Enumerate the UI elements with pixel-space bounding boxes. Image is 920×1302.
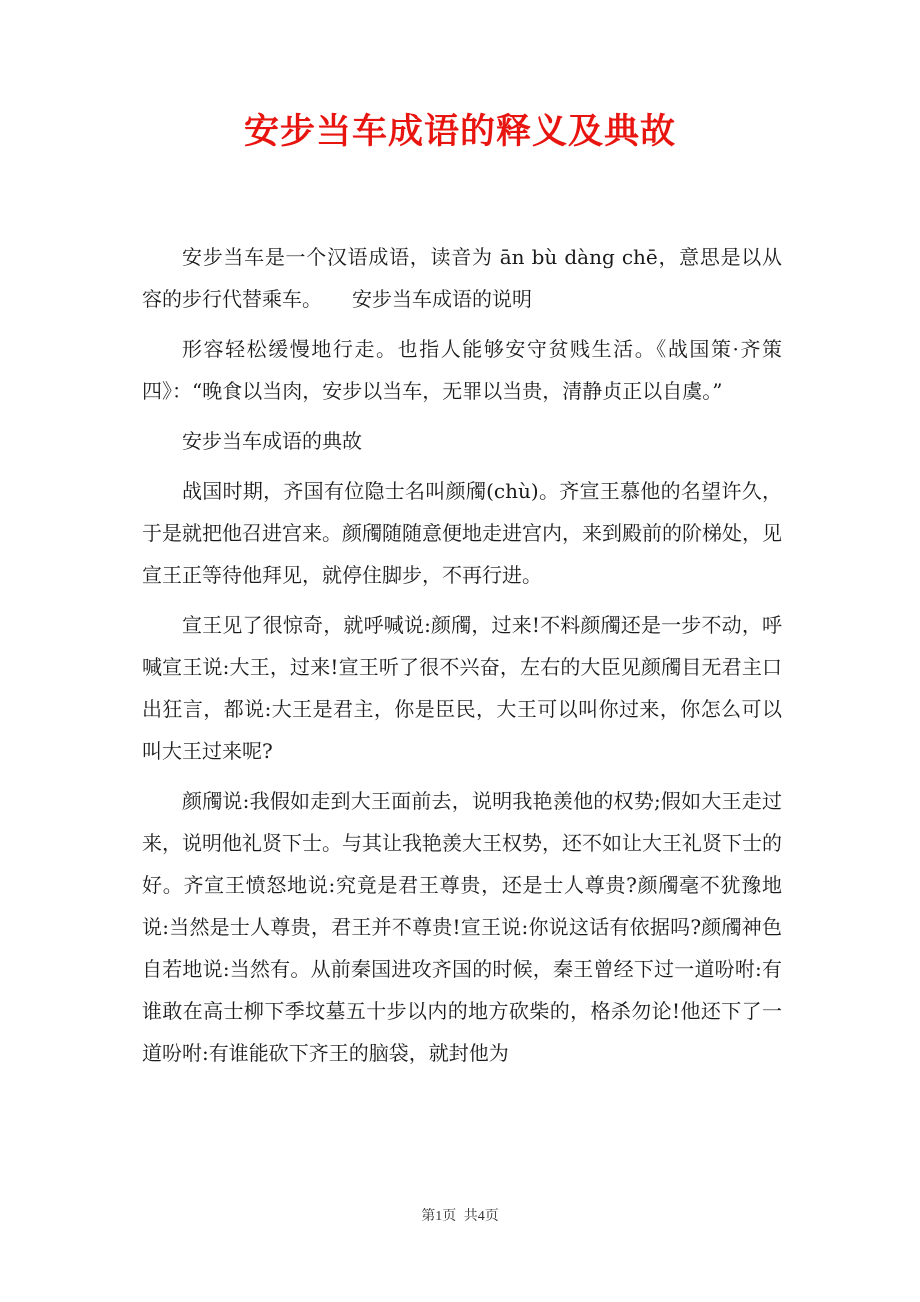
- page-footer: [0, 1205, 920, 1225]
- paragraph: 安步当车是一个汉语成语，读音为 ān bù dàng chē，意思是以从容的步行代替乘车。 安步当车成语的说明: [142, 245, 782, 311]
- paragraph: 宣王见了很惊奇，就呼喊说:颜斶，过来!不料颜斶还是一步不动，呼喊宣王说:大王，过来!宣王听了很不兴奋，左右的大臣见颜斶目无君主口出狂言，都说:大王是君主，你是臣民，大王可以叫你过来，你怎么可以叫大王过来呢?: [142, 613, 782, 763]
- paragraph: 颜斶说:我假如走到大王面前去，说明我艳羡他的权势;假如大王走过来，说明他礼贤下士。与其让我艳羡大王权势，还不如让大王礼贤下士的好。齐宣王愤怒地说:究竟是君王尊贵，还是士人尊贵?颜斶毫不犹豫地说:当然是士人尊贵，君王并不尊贵!宣王说:你说这话有依据吗?颜斶神色自若地说:当然有。从前秦国进攻齐国的时候，秦王曾经下过一道吩咐:有谁敢在高士柳下季坟墓五十步以内的地方砍柴的，格杀勿论!他还下了一道吩咐:有谁能砍下齐王的脑袋，就封他为: [142, 789, 782, 1065]
- page-total: 共4页: [463, 1209, 499, 1224]
- section-heading: 安步当车成语的典故: [182, 429, 362, 453]
- paragraph: 战国时期，齐国有位隐士名叫颜斶(chù)。齐宣王慕他的名望许久，于是就把他召进宫来。颜斶随随意便地走进宫内，来到殿前的阶梯处，见宣王正等待他拜见，就停住脚步，不再行进。: [142, 479, 782, 587]
- document-body: [142, 236, 782, 1082]
- page-number: 第1页: [421, 1209, 457, 1224]
- page-title: 安步当车成语的释义及典故: [243, 111, 676, 152]
- paragraph: 形容轻松缓慢地行走。也指人能够安守贫贱生活。《战国策·齐策四》：“晚食以当肉，安步以当车，无罪以当贵，清静贞正以自虞。”: [142, 337, 782, 403]
